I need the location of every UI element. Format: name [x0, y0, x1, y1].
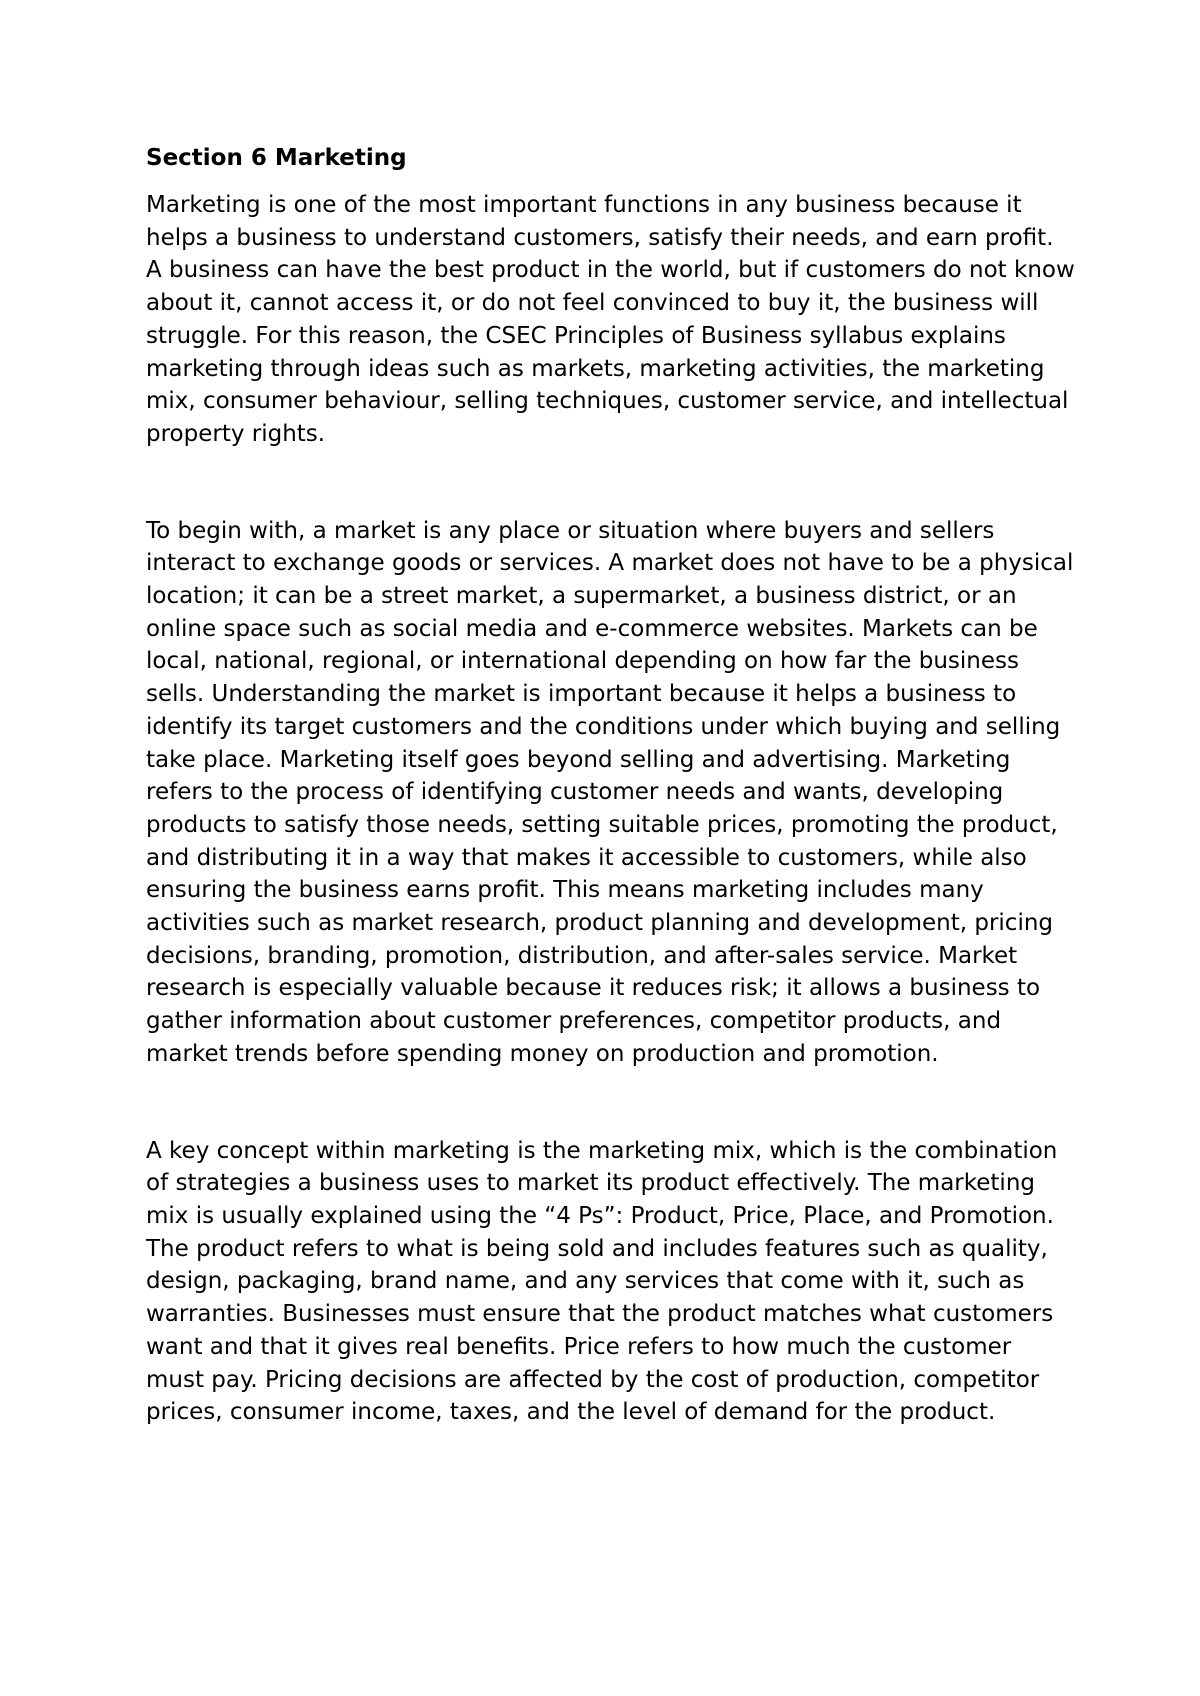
document-body	[146, 143, 1076, 1429]
paragraph-intro: Marketing is one of the most important functions in any business because it helps a business to understand customers, satisfy their needs, and earn profit. A business can have the best product in the world, but if customers do not know about it, cannot access it, or do not feel convinced to buy it, the business will struggle. For this reason, the CSEC Principles of Business syllabus explains marketing through ideas such as markets, marketing activities, the marketing mix, consumer behaviour, selling techniques, customer service, and intellectual property rights.	[146, 192, 1075, 447]
paragraph-markets: To begin with, a market is any place or situation where buyers and sellers interact to exchange goods or services. A market does not have to be a physical location; it can be a street market, a supermarket, a business district, or an online space such as social media and e-commerce websites. Markets can be local, national, regional, or international depending on how far the business sells. Understanding the market is important because it helps a business to identify its target customers and the conditions under which buying and selling take place. Marketing itself goes beyond selling and advertising. Marketing refers to the process of identifying customer needs and wants, developing products to satisfy those needs, setting suitable prices, promoting the product, and distributing it in a way that makes it accessible to customers, while also ensuring the business earns profit. This means marketing includes many activities such as market research, product planning and development, pricing decisions, branding, promotion, distribution, and after-sales service. Market research is especially valuable because it reduces risk; it allows a business to gather information about customer preferences, competitor products, and market trends before spending money on production and promotion.	[146, 517, 1074, 1067]
section-title: Section 6 Marketing	[146, 145, 407, 171]
paragraph-marketing-mix: A key concept within marketing is the marketing mix, which is the combination of strategies a business uses to market its product effectively. The marketing mix is usually explained using the “4 Ps”: Product, Price, Place, and Promotion. The product refers to what is being sold and includes features such as quality, design, packaging, brand name, and any services that come with it, such as warranties. Businesses must ensure that the product matches what customers want and that it gives real benefits. Price refers to how much the customer must pay. Pricing decisions are affected by the cost of production, competitor prices, consumer income, taxes, and the level of demand for the product.	[146, 1137, 1058, 1426]
